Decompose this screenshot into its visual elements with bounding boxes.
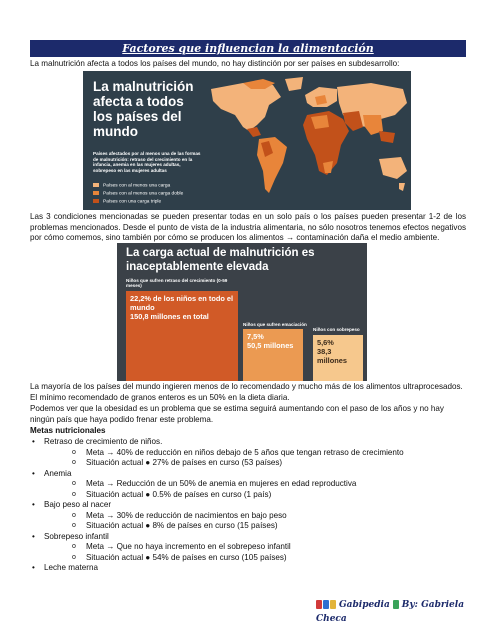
list-item: o Situación actual ● 8% de países en curso (15 países) <box>72 521 278 530</box>
bar-label-overweight: Niños con sobrepeso <box>313 327 360 332</box>
footer-brand: Gabipedia <box>339 600 390 610</box>
paragraph-conditions: Las 3 condiciones mencionadas se pueden presentar todas en un solo país o los países pueden presentar 1-2 de los problemas mencionados. Desde el punto de vista de la industria alimentaria, no sólo nosotros tenemos efectos negativos por cómo comemos, sino también por cómo se producen los alimentos → contaminación daña el medio ambiente. <box>30 212 466 243</box>
list-item: • Retraso de crecimiento de niños. <box>32 437 163 446</box>
list-item: o Meta → Reducción de un 50% de anemia en mujeres en edad reproductiva <box>72 479 357 488</box>
bar-label-stunting: Niños que sufren retraso del crecimiento (0-59 meses) <box>126 278 228 289</box>
world-map <box>203 75 409 207</box>
burden-infographic-title: La carga actual de malnutrición es inaceptablemente elevada <box>126 247 315 273</box>
map-infographic-description: Países afectados por al menos una de las formas de malnutrición: retraso del crecimiento en la infancia, anemia en las mujeres adultas, sobrepeso en las mujeres adultas <box>93 151 201 173</box>
book-icon <box>316 600 322 609</box>
book-icon <box>393 600 399 609</box>
legend-swatch <box>93 199 99 203</box>
page-title: Factores que influencian la alimentación <box>30 40 466 57</box>
legend-item: Países con al menos una carga doble <box>93 191 213 197</box>
legend-item: Países con una carga triple <box>93 199 213 205</box>
list-item: • Anemia <box>32 468 72 478</box>
bar-text-wasting: 7,5% 50,5 millones <box>247 332 294 350</box>
list-item: • Bajo peso al nacer <box>32 500 112 509</box>
book-icon <box>323 600 329 609</box>
list-item: o Situación actual ● 27% de países en curso (53 países) <box>72 458 283 467</box>
legend-swatch <box>93 183 99 187</box>
intro-text: La malnutrición afecta a todos los países del mundo, no hay distinción por ser países en subdesarrollo: <box>30 59 400 68</box>
paragraph-grains: La mayoría de los países del mundo ingieren menos de lo recomendado y mucho más de los alimentos ultraprocesados. El mínimo recomendado de granos enteros es un 50% en la dieta diaria. <box>30 382 463 402</box>
map-infographic-title: La malnutrición afecta a todos los países del mundo <box>93 79 194 139</box>
list-item: o Situación actual ● 0.5% de países en curso (1 país) <box>72 489 272 499</box>
bar-text-stunting: 22,2% de los niños en todo el mundo 150,8 millones en total <box>130 294 234 321</box>
paragraph-obesity: Podemos ver que la obesidad es un problema que se estima seguirá aumentando con el paso de los años y no hay ningún país que haya podido frenar este problema. <box>30 404 444 424</box>
list-item: o Situación actual ● 54% de países en curso (105 países) <box>72 552 287 562</box>
footer-signature <box>316 598 476 624</box>
footer-author: By: Gabriela Checa <box>316 600 465 624</box>
malnutrition-map-infographic <box>83 71 411 210</box>
list-item: • Sobrepeso infantil <box>32 531 109 541</box>
book-icon <box>330 600 336 609</box>
list-item: • Leche materna <box>32 563 98 572</box>
list-item: o Meta → 40% de reducción en niños debajo de 5 años que tengan retraso de crecimiento <box>72 447 404 457</box>
list-item: o Meta → 30% de reducción de nacimientos en bajo peso <box>72 510 287 520</box>
malnutrition-burden-infographic <box>117 243 367 381</box>
metas-list <box>30 437 466 574</box>
bar-text-overweight: 5,6% 38,3 millones <box>317 338 347 365</box>
list-item: o Meta → Que no haya incremento en el sobrepeso infantil <box>72 542 291 551</box>
legend-swatch <box>93 191 99 195</box>
bar-label-wasting: Niños que sufren emaciación <box>243 322 307 327</box>
metas-heading: Metas nutricionales <box>30 426 106 435</box>
legend-item: Países con al menos una carga <box>93 183 213 189</box>
